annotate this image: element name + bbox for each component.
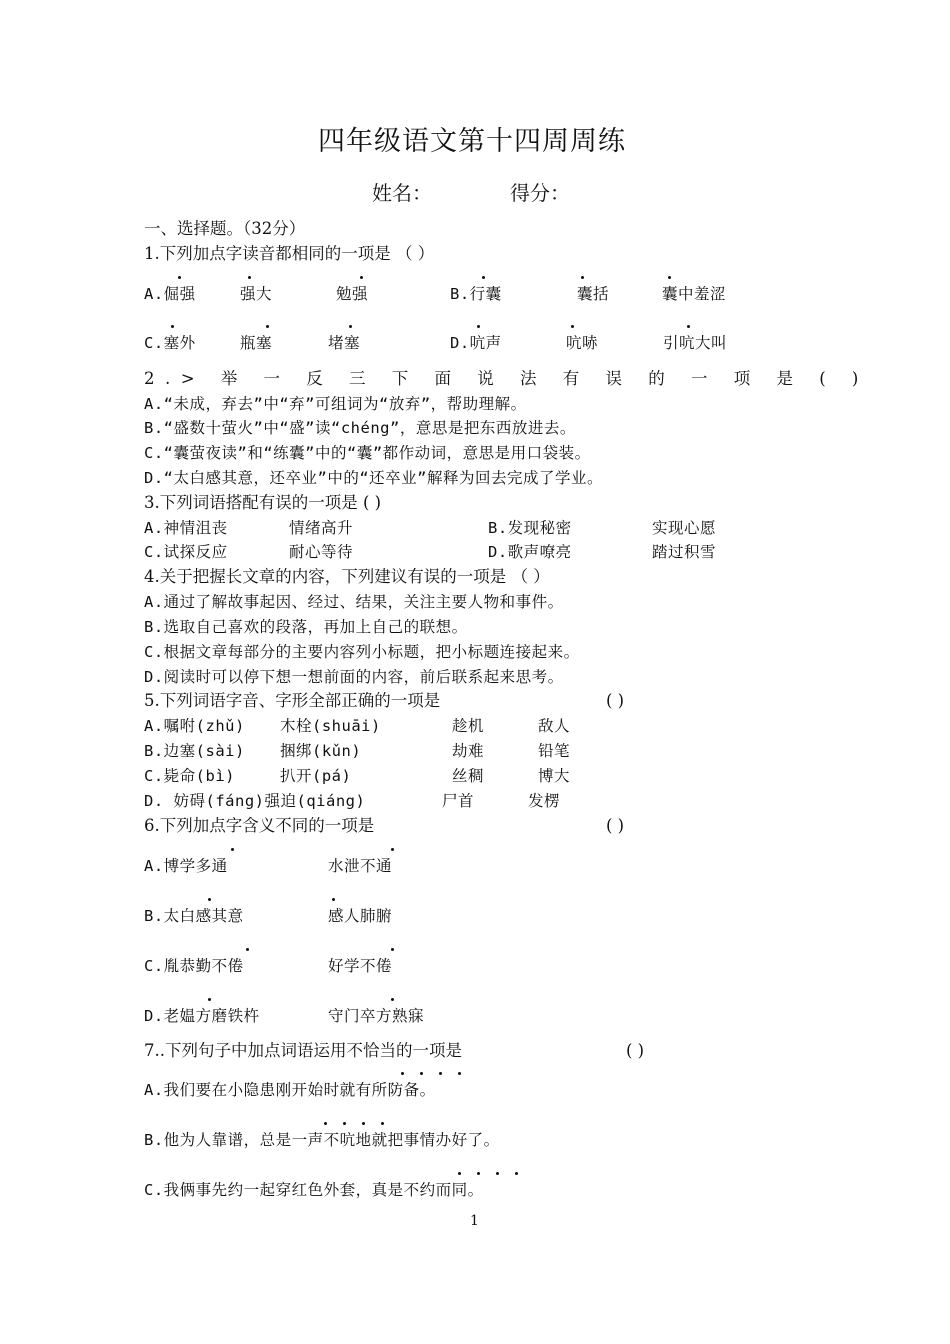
q5-option-c-word1: C.毙命(bì) <box>144 767 235 785</box>
q3-option-a-word2: 情绪高升 <box>289 519 354 537</box>
emphasis-dot <box>208 998 211 1001</box>
emphasis-dot <box>362 1122 365 1125</box>
emphasis-dot <box>571 325 574 328</box>
q4-option-a: A.通过了解故事起因、经过、结果，关注主要人物和事件。 <box>144 593 564 611</box>
q5-option-b-word4: 铅笔 <box>538 742 571 760</box>
q2-option-d: D.“太白感其意，还卒业”中的“还卒业”解释为回去完成了学业。 <box>144 469 603 487</box>
q1-option-b-word2: 囊括 <box>577 285 610 303</box>
q5-option-b-word3: 劫难 <box>452 742 485 760</box>
q4-option-c: C.根据文章每部分的主要内容列小标题，把小标题连接起来。 <box>144 643 580 661</box>
q3-option-a-word1: A.神情沮丧 <box>144 519 228 537</box>
emphasis-dot <box>343 1122 346 1125</box>
q1-option-a-word1: A.倔强 <box>144 285 196 303</box>
q1-option-d-word2: 吭哧 <box>566 334 599 352</box>
emphasis-dot <box>401 1072 404 1075</box>
q1-stem: 1.下列加点字读音都相同的一项是 （ ） <box>144 244 435 263</box>
page-number: 1 <box>470 1213 479 1229</box>
q3-option-c-word2: 耐心等待 <box>289 543 354 561</box>
q6-option-b-word1: B.太白感其意 <box>144 907 244 925</box>
q5-option-c-word4: 博大 <box>538 767 571 785</box>
q6-stem: 6.下列加点字含义不同的一项是 <box>144 816 375 835</box>
q1-option-c-word1: C.塞外 <box>144 334 196 352</box>
emphasis-dot <box>360 276 363 279</box>
emphasis-dot <box>231 848 234 851</box>
q5-option-a-word1: A.嘱咐(zhǔ) <box>144 717 245 735</box>
emphasis-dot <box>324 1122 327 1125</box>
q3-option-b-word1: B.发现秘密 <box>488 519 572 537</box>
q7-option-b: B.他为人靠谱，总是一声不吭地就把事情办好了。 <box>144 1131 500 1149</box>
emphasis-dot <box>477 1172 480 1175</box>
emphasis-dot <box>581 276 584 279</box>
emphasis-dot <box>178 276 181 279</box>
q2-option-b: B.“盛数十萤火”中“盛”读“chéng”，意思是把东西放进去。 <box>144 419 576 437</box>
emphasis-dot <box>266 325 269 328</box>
q4-option-b: B.选取自己喜欢的段落，再加上自己的联想。 <box>144 618 468 636</box>
q6-option-c-word1: C.胤恭勤不倦 <box>144 957 244 975</box>
q1-option-c-word2: 瓶塞 <box>240 334 273 352</box>
q3-option-b-word2: 实现心愿 <box>652 519 717 537</box>
q1-option-c-word3: 堵塞 <box>328 334 361 352</box>
q4-stem: 4.关于把握长文章的内容，下列建议有误的一项是 （ ） <box>144 567 550 586</box>
q5-answer-paren: ( ) <box>606 691 625 710</box>
q5-option-a-word2: 木栓(shuāi) <box>280 717 381 735</box>
emphasis-dot <box>381 1122 384 1125</box>
q5-option-b-word2: 捆绑(kǔn) <box>280 742 362 760</box>
emphasis-dot <box>171 325 174 328</box>
q1-option-d-word3: 引吭大叫 <box>663 334 728 352</box>
q7-stem: 7..下列句子中加点词语运用不恰当的一项是 <box>144 1041 462 1060</box>
emphasis-dot <box>439 1072 442 1075</box>
emphasis-dot <box>458 1072 461 1075</box>
page-title: 四年级语文第十四周周练 <box>318 126 626 157</box>
emphasis-dot <box>391 948 394 951</box>
q2-option-a: A.“未成，弃去”中“弃”可组词为“放弃”，帮助理解。 <box>144 395 527 413</box>
q7-answer-paren: ( ) <box>626 1041 645 1060</box>
emphasis-dot <box>349 325 352 328</box>
q1-option-a-word3: 勉强 <box>336 285 369 303</box>
name-label: 姓名： <box>372 181 432 205</box>
q6-option-a-word2: 水泄不通 <box>328 857 393 875</box>
q5-option-c-word2: 扒开(pá) <box>280 767 352 785</box>
q2-option-c: C.“囊萤夜读”和“练囊”中的“囊”都作动词，意思是用口袋装。 <box>144 444 591 462</box>
q5-option-a-word4: 敌人 <box>538 717 571 735</box>
q3-option-c-word1: C.试探反应 <box>144 543 228 561</box>
emphasis-dot <box>391 848 394 851</box>
emphasis-dot <box>482 276 485 279</box>
emphasis-dot <box>496 1172 499 1175</box>
emphasis-dot <box>391 998 394 1001</box>
emphasis-dot <box>246 948 249 951</box>
q5-option-d-word1: D. 妨碍(fáng)强迫(qiáng) <box>144 792 366 810</box>
q6-option-a-word1: A.博学多通 <box>144 857 228 875</box>
score-label: 得分： <box>510 181 570 205</box>
emphasis-dot <box>248 276 251 279</box>
emphasis-dot <box>458 1172 461 1175</box>
q6-answer-paren: ( ) <box>606 816 625 835</box>
emphasis-dot <box>332 898 335 901</box>
emphasis-dot <box>420 1072 423 1075</box>
q5-option-d-word3: 发楞 <box>528 792 561 810</box>
q7-option-c: C.我俩事先约一起穿红色外套，真是不约而同。 <box>144 1181 484 1199</box>
emphasis-dot <box>477 325 480 328</box>
q5-option-c-word3: 丝稠 <box>452 767 485 785</box>
q3-option-d-word2: 踏过积雪 <box>652 543 717 561</box>
q2-stem: 2.> 举 一 反 三 下 面 说 法 有 误 的 一 项 是 ( ) <box>144 369 869 388</box>
q6-option-d-word1: D.老媪方磨铁杵 <box>144 1007 260 1025</box>
q1-option-d-word1: D.吭声 <box>450 334 502 352</box>
emphasis-dot <box>668 276 671 279</box>
q3-option-d-word1: D.歌声嘹亮 <box>488 543 572 561</box>
q5-option-a-word3: 趁机 <box>452 717 485 735</box>
q1-option-b-word3: 囊中羞涩 <box>662 285 727 303</box>
q6-option-c-word2: 好学不倦 <box>328 957 393 975</box>
emphasis-dot <box>687 325 690 328</box>
q5-option-d-word2: 尸首 <box>442 792 475 810</box>
q5-stem: 5.下列词语字音、字形全部正确的一项是 <box>144 691 441 710</box>
section-heading: 一、选择题。（32分） <box>144 219 306 238</box>
q6-option-d-word2: 守门卒方熟寐 <box>328 1007 425 1025</box>
emphasis-dot <box>208 898 211 901</box>
q6-option-b-word2: 感人肺腑 <box>328 907 393 925</box>
q7-option-a: A.我们要在小隐患刚开始时就有所防备。 <box>144 1081 436 1099</box>
emphasis-dot <box>515 1172 518 1175</box>
q5-option-b-word1: B.边塞(sài) <box>144 742 245 760</box>
q1-option-a-word2: 强大 <box>240 285 273 303</box>
q1-option-b-word1: B.行囊 <box>450 285 502 303</box>
q4-option-d: D.阅读时可以停下想一想前面的内容，前后联系起来思考。 <box>144 668 564 686</box>
q3-stem: 3.下列词语搭配有误的一项是 ( ) <box>144 493 382 512</box>
